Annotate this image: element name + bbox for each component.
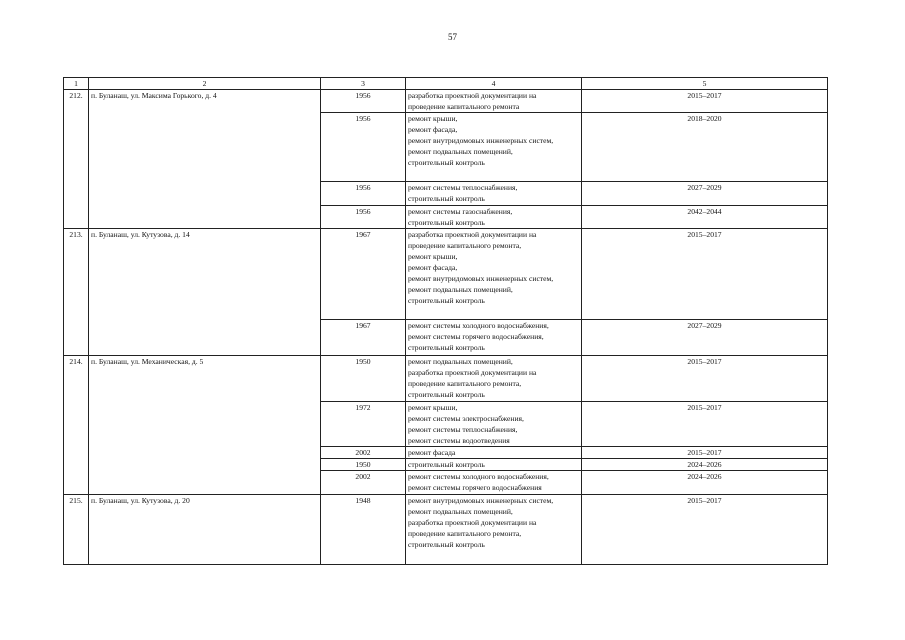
work-item: ремонт фасада, — [408, 125, 458, 134]
work-types — [406, 113, 582, 182]
repair-period: 2042–2044 — [582, 206, 828, 229]
repair-period: 2027–2029 — [582, 182, 828, 206]
work-item: строительный контроль — [408, 343, 485, 352]
table-row — [64, 229, 828, 320]
commission-year: 1956 — [321, 90, 406, 113]
work-item: строительный контроль — [408, 158, 485, 167]
work-item: ремонт фасада, — [408, 263, 458, 272]
work-item: ремонт крыши, — [408, 114, 458, 123]
work-item: строительный контроль — [408, 390, 485, 399]
column-header-4: 4 — [406, 78, 582, 90]
work-item: строительный контроль — [408, 460, 485, 469]
commission-year: 1956 — [321, 113, 406, 182]
work-item: ремонт крыши, — [408, 252, 458, 261]
work-types — [406, 229, 582, 320]
entry-number: 213. — [64, 229, 89, 356]
work-item: ремонт системы холодного водоснабжения, — [408, 472, 549, 481]
work-item: ремонт подвальных помещений, — [408, 147, 513, 156]
work-types — [406, 495, 582, 565]
work-item: ремонт системы горячего водоснабжения — [408, 483, 542, 492]
work-item: ремонт крыши, — [408, 403, 458, 412]
work-types — [406, 206, 582, 229]
work-item: ремонт системы теплоснабжения, — [408, 425, 518, 434]
table-row — [64, 90, 828, 113]
repair-period: 2015–2017 — [582, 495, 828, 565]
work-item: ремонт системы горячего водоснабжения, — [408, 332, 544, 341]
repair-period: 2018–2020 — [582, 113, 828, 182]
work-item: ремонт системы водоотведения — [408, 436, 510, 445]
column-header-3: 3 — [321, 78, 406, 90]
entry-number: 212. — [64, 90, 89, 229]
commission-year: 1967 — [321, 229, 406, 320]
work-types — [406, 402, 582, 447]
repair-period: 2015–2017 — [582, 229, 828, 320]
work-item: строительный контроль — [408, 194, 485, 203]
entry-number: 215. — [64, 495, 89, 565]
commission-year: 1967 — [321, 320, 406, 356]
table-body — [64, 78, 828, 565]
work-types — [406, 459, 582, 471]
commission-year: 1948 — [321, 495, 406, 565]
work-item: разработка проектной документации на — [408, 91, 537, 100]
column-header-5: 5 — [582, 78, 828, 90]
repair-period: 2024–2026 — [582, 459, 828, 471]
work-item: строительный контроль — [408, 540, 485, 549]
work-item: ремонт системы газоснабжения, — [408, 207, 513, 216]
work-item: ремонт фасада — [408, 448, 456, 457]
page-number: 57 — [448, 32, 457, 42]
commission-year: 2002 — [321, 447, 406, 459]
entry-number: 214. — [64, 356, 89, 495]
work-types — [406, 320, 582, 356]
work-item: ремонт системы холодного водоснабжения, — [408, 321, 549, 330]
work-item: разработка проектной документации на — [408, 518, 537, 527]
commission-year: 1950 — [321, 459, 406, 471]
work-types — [406, 471, 582, 495]
work-item: ремонт подвальных помещений, — [408, 357, 513, 366]
commission-year: 1956 — [321, 182, 406, 206]
work-types — [406, 447, 582, 459]
repair-period: 2015–2017 — [582, 90, 828, 113]
column-header-1: 1 — [64, 78, 89, 90]
building-address: п. Буланаш, ул. Кутузова, д. 14 — [89, 229, 321, 356]
repair-period: 2015–2017 — [582, 447, 828, 459]
column-number-row — [64, 78, 828, 90]
work-types — [406, 182, 582, 206]
work-item: строительный контроль — [408, 218, 485, 227]
work-item: разработка проектной документации на — [408, 368, 537, 377]
commission-year: 1950 — [321, 356, 406, 402]
work-item: ремонт подвальных помещений, — [408, 507, 513, 516]
work-types — [406, 356, 582, 402]
work-item: ремонт внутридомовых инженерных систем, — [408, 496, 554, 505]
work-item: разработка проектной документации на — [408, 230, 537, 239]
work-item: ремонт внутридомовых инженерных систем, — [408, 136, 554, 145]
table-row — [64, 356, 828, 402]
building-address: п. Буланаш, ул. Механическая, д. 5 — [89, 356, 321, 495]
work-item: ремонт внутридомовых инженерных систем, — [408, 274, 554, 283]
work-item: строительный контроль — [408, 296, 485, 305]
repair-period: 2024–2026 — [582, 471, 828, 495]
commission-year: 1972 — [321, 402, 406, 447]
repair-period: 2027–2029 — [582, 320, 828, 356]
repair-period: 2015–2017 — [582, 402, 828, 447]
work-item: проведение капитального ремонта — [408, 102, 520, 111]
table-row — [64, 495, 828, 565]
work-item: проведение капитального ремонта, — [408, 529, 522, 538]
work-item: проведение капитального ремонта, — [408, 241, 522, 250]
work-types — [406, 90, 582, 113]
commission-year: 1956 — [321, 206, 406, 229]
work-item: ремонт подвальных помещений, — [408, 285, 513, 294]
work-item: проведение капитального ремонта, — [408, 379, 522, 388]
repair-schedule-table — [63, 77, 828, 565]
building-address: п. Буланаш, ул. Кутузова, д. 20 — [89, 495, 321, 565]
commission-year: 2002 — [321, 471, 406, 495]
work-item: ремонт системы теплоснабжения, — [408, 183, 518, 192]
column-header-2: 2 — [89, 78, 321, 90]
repair-period: 2015–2017 — [582, 356, 828, 402]
work-item: ремонт системы электроснабжения, — [408, 414, 524, 423]
building-address: п. Буланаш, ул. Максима Горького, д. 4 — [89, 90, 321, 229]
